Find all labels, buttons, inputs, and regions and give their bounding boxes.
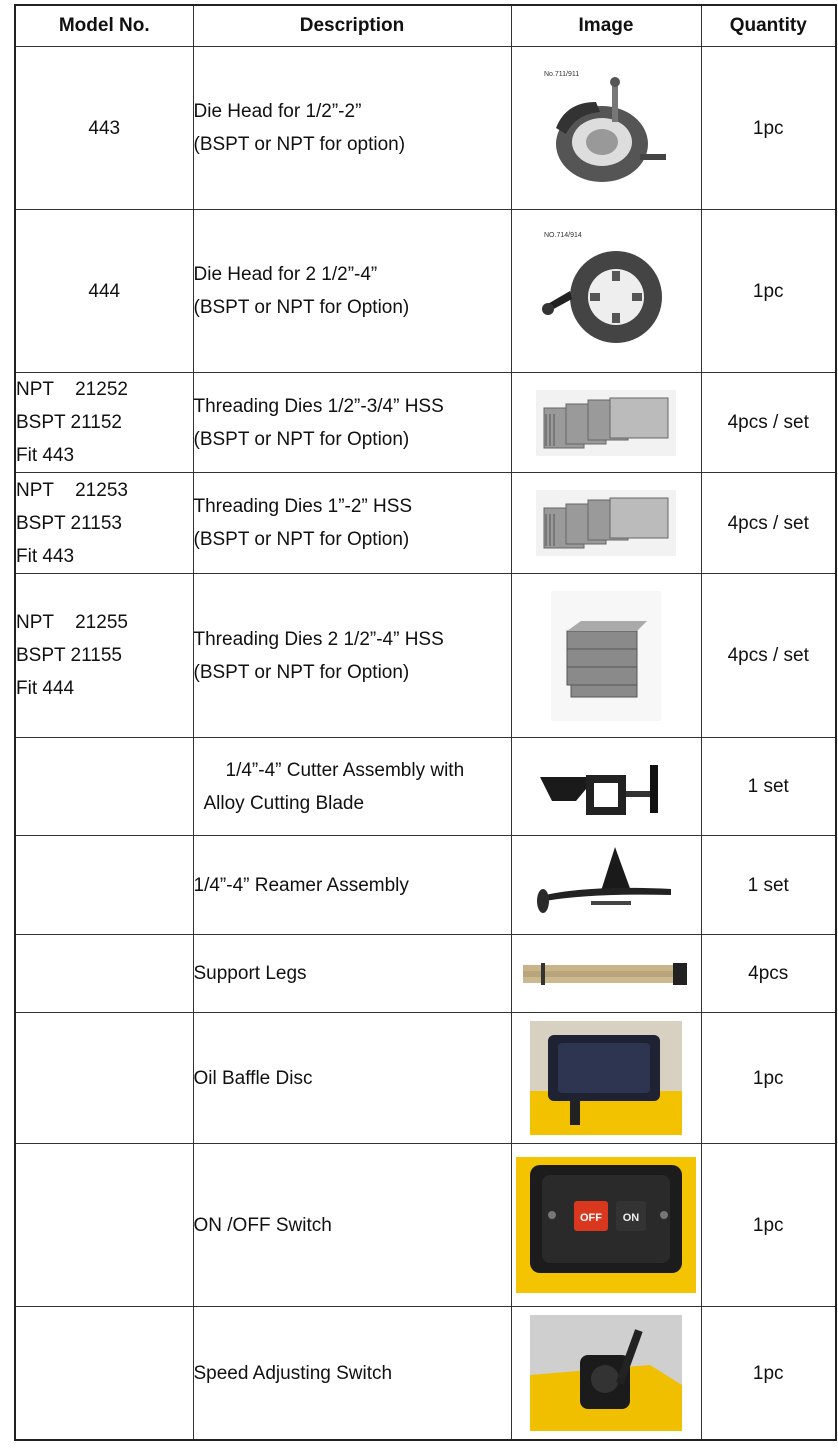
image-caption: No.711/911 (544, 71, 580, 79)
description-line: (BSPT or NPT for Option) (193, 428, 410, 450)
table-row (15, 210, 836, 373)
model-fit: Fit 443 (16, 445, 75, 467)
baffle-inner (558, 1043, 650, 1093)
die-head-knob (610, 77, 620, 87)
quantity-cell: 1pc (701, 1307, 836, 1440)
image-cell (511, 836, 701, 935)
baffle-bracket (570, 1101, 580, 1125)
model-number: 443 (88, 117, 121, 139)
leg-rod (523, 977, 673, 983)
description-cell (193, 738, 511, 836)
image-cell (511, 210, 701, 373)
description-cell (193, 47, 511, 210)
description-line: (BSPT or NPT for option) (193, 134, 406, 156)
reamer-knob (537, 889, 549, 913)
description-line: (BSPT or NPT for Option) (193, 529, 410, 551)
model-cell (15, 935, 193, 1013)
description-cell (193, 574, 511, 738)
quantity-cell: 4pcs / set (701, 574, 836, 738)
table-row (15, 1144, 836, 1307)
table-row (15, 373, 836, 473)
header-row (15, 5, 836, 47)
description-cell (193, 1013, 511, 1144)
header-image: Image (511, 5, 701, 47)
die-head-handle (640, 154, 666, 160)
model-number: 444 (88, 280, 121, 302)
description-line: (BSPT or NPT for Option) (193, 297, 410, 319)
table-row (15, 738, 836, 836)
panel-screw (660, 1211, 668, 1219)
quantity-cell: 1pc (701, 1144, 836, 1307)
table-row (15, 47, 836, 210)
model-bspt: BSPT 21152 (16, 412, 122, 434)
table-row (15, 1307, 836, 1440)
cutter-jaw (540, 777, 586, 801)
description-line: ON /OFF Switch (193, 1214, 332, 1236)
quantity-cell: 4pcs (701, 935, 836, 1013)
description-cell (193, 836, 511, 935)
cutter-opening (594, 783, 618, 807)
parts-table (14, 4, 837, 1441)
model-cell (15, 836, 193, 935)
image-cell (511, 1013, 701, 1144)
reamer-arm (545, 888, 671, 901)
on-label: ON (622, 1212, 640, 1225)
threading-dies-image (536, 490, 676, 556)
model-npt: NPT 21252 (16, 379, 128, 401)
model-cell (15, 47, 193, 210)
model-fit: Fit 443 (16, 545, 75, 567)
quantity-cell: 4pcs / set (701, 473, 836, 574)
leg-rod (523, 971, 673, 977)
description-line: Oil Baffle Disc (193, 1067, 313, 1089)
header-description: Description (193, 5, 511, 47)
quantity-cell: 1 set (701, 836, 836, 935)
reamer-cone (601, 847, 631, 891)
die-head-post (612, 82, 618, 122)
speed-switch-image (530, 1315, 682, 1431)
reamer-assembly-image (531, 845, 681, 925)
quantity-cell: 1pc (701, 1013, 836, 1144)
image-caption: NO.714/914 (544, 232, 582, 240)
image-cell (511, 738, 701, 836)
oil-baffle-disc-image (530, 1021, 682, 1135)
quantity-cell: 4pcs / set (701, 373, 836, 473)
threading-dies-image (536, 390, 676, 456)
description-line: Support Legs (193, 963, 307, 985)
model-fit: Fit 444 (16, 678, 75, 700)
image-cell (511, 574, 701, 738)
leg-ends (673, 963, 687, 985)
model-cell (15, 373, 193, 473)
table-row (15, 1013, 836, 1144)
description-line: Die Head for 2 1/2”-4” (193, 264, 378, 286)
image-cell (511, 935, 701, 1013)
model-cell (15, 1307, 193, 1440)
description-cell (193, 473, 511, 574)
model-bspt: BSPT 21153 (16, 512, 122, 534)
cutter-screw (626, 791, 652, 797)
description-cell (193, 1144, 511, 1307)
description-cell (193, 1307, 511, 1440)
header-quantity: Quantity (701, 5, 836, 47)
die-head-center (586, 129, 618, 155)
cutter-t-handle (650, 765, 658, 813)
description-line: Threading Dies 1”-2” HSS (193, 496, 413, 518)
quantity-cell: 1pc (701, 47, 836, 210)
description-line: Speed Adjusting Switch (193, 1362, 393, 1384)
quantity-cell: 1 set (701, 738, 836, 836)
description-line: 1/4”-4” Cutter Assembly with (225, 759, 465, 781)
model-npt: NPT 21253 (16, 479, 128, 501)
image-cell (511, 373, 701, 473)
die-blades (567, 631, 637, 697)
image-cell (511, 1144, 701, 1307)
on-off-switch-image (516, 1157, 696, 1293)
quantity-cell: 1pc (701, 210, 836, 373)
model-cell (15, 738, 193, 836)
table-row (15, 473, 836, 574)
description-line: Die Head for 1/2”-2” (193, 101, 362, 123)
header-model: Model No. (15, 5, 193, 47)
die-top-face (567, 621, 647, 631)
model-cell (15, 1144, 193, 1307)
table-row (15, 574, 836, 738)
description-line: (BSPT or NPT for Option) (193, 661, 410, 683)
die-head-small-image (536, 62, 676, 194)
description-cell (193, 935, 511, 1013)
leg-rod (523, 965, 673, 971)
model-npt: NPT 21255 (16, 612, 128, 634)
image-cell (511, 1307, 701, 1440)
reamer-bar (591, 901, 631, 905)
model-cell (15, 210, 193, 373)
model-bspt: BSPT 21155 (16, 645, 122, 667)
image-cell (511, 473, 701, 574)
threading-dies-large-image (551, 591, 661, 721)
cutter-assembly-image (536, 755, 676, 819)
support-legs-image (521, 959, 691, 989)
description-line: 1/4”-4” Reamer Assembly (193, 874, 409, 896)
table-row (15, 935, 836, 1013)
description-cell (193, 210, 511, 373)
panel-screw (548, 1211, 556, 1219)
model-cell (15, 473, 193, 574)
description-line: Threading Dies 2 1/2”-4” HSS (193, 628, 444, 650)
model-cell (15, 1013, 193, 1144)
die-head-large-image (536, 221, 676, 361)
die-head-grip (542, 303, 554, 315)
description-cell (193, 373, 511, 473)
description-line: Alloy Cutting Blade (203, 792, 365, 814)
table-row (15, 836, 836, 935)
image-cell (511, 47, 701, 210)
speed-dial (591, 1365, 619, 1393)
description-line: Threading Dies 1/2”-3/4” HSS (193, 395, 444, 417)
leg-band (541, 963, 545, 985)
off-label: OFF (580, 1212, 602, 1225)
model-cell (15, 574, 193, 738)
